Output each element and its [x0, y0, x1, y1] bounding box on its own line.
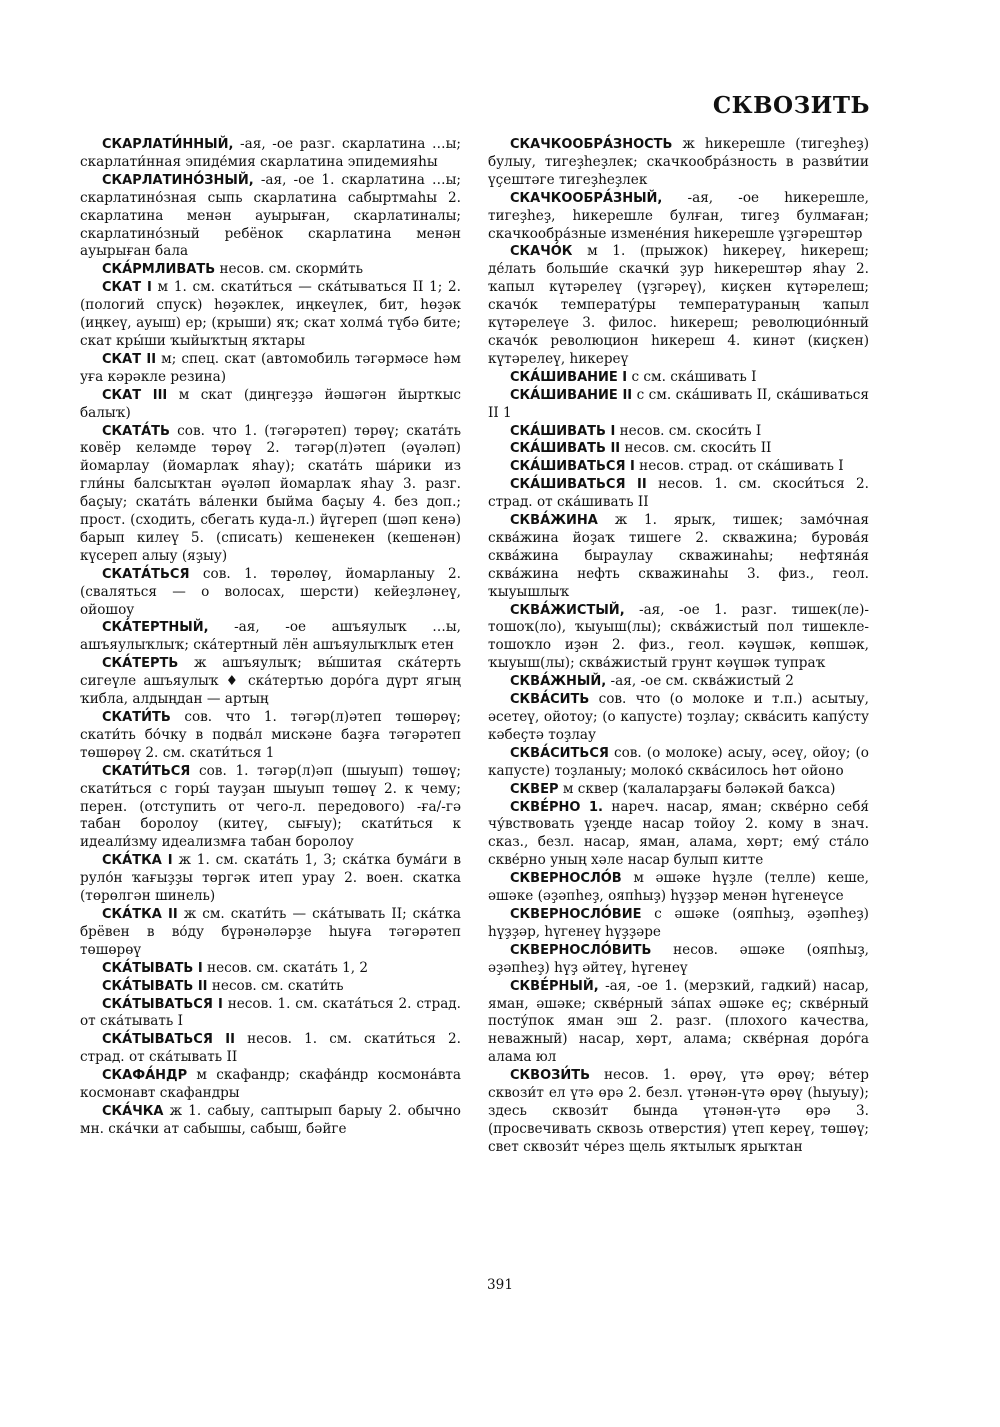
entry-headword: СКА́ТЕРТЬ — [102, 656, 179, 672]
entry-definition: ж см. скати́ть — ска́тывать II; ска́тка брёвен в во́ду бүрәнәләрҙе һыуға тәгәрәтеп төшөрөү — [80, 905, 461, 958]
dictionary-entry — [488, 136, 869, 190]
dictionary-entry — [80, 423, 461, 566]
dictionary-entry — [488, 369, 869, 387]
entry-definition: ж ашъяулыҡ; вы́шитая ска́терть сигеүле ашъяулыҡ ♦ ска́тертью доро́га дүрт ягың ҡибла, алдыңдан — артың — [80, 655, 461, 708]
entry-headword: СКА́ТКА I — [102, 853, 173, 869]
dictionary-entry — [80, 136, 461, 172]
dictionary-entry — [488, 512, 869, 602]
entry-headword: СКАТ I — [102, 280, 152, 296]
entry-headword: СКВА́СИТЬСЯ — [510, 745, 609, 761]
entry-definition: несов. 1. өрөү, үтә өрөү; ве́тер сквози́т ел үтә өрә 2. безл. үтәнән-үтә өрөү (һыуыу); здесь сквози́т бында үтәнән-үтә өрә 3. (просвечивать сквозь отверстия) үтеп кереү, төшөү; свет сквози́т че́рез щель яҡтылыҡ ярыҡтан — [488, 1067, 869, 1155]
entry-definition: с әшәке (ояпһыҙ, әҙәпһеҙ) һүҙҙәр, һүгенеү һүҙҙәре — [488, 905, 869, 940]
entry-headword: СКВА́ЖИНА — [510, 513, 598, 529]
entry-headword: СКА́ШИВАТЬ I — [510, 423, 616, 439]
dictionary-entry — [80, 960, 461, 978]
entry-definition: м скафандр; скафа́ндр космона́вта космонавт скафандры — [80, 1067, 461, 1102]
entry-definition: несов. см. скоси́ть II — [624, 440, 772, 457]
entry-headword: СКАТ II — [102, 351, 157, 367]
entry-definition: несов. 1. см. скоси́ться 2. страд. от ска́шивать II — [488, 476, 869, 511]
entry-headword: СКА́ШИВАТЬ II — [510, 441, 621, 457]
entry-headword: СКВЕР — [510, 781, 559, 797]
entry-definition: сов. что 1. тәгәр(л)әтеп төшөрөү; скати́ть бо́чку в подва́л мискәне баҙға тәгәрәтеп төшөрөү 2. см. скати́ться 1 — [80, 709, 461, 761]
entry-definition: ж һикерешле (тигеҙһеҙ) булыу, тигеҙһеҙлек; скачкообра́зность в разви́тии үҫештәге тигеҙһеҙлек — [488, 136, 870, 188]
entry-definition: несов. 1. см. скати́ться 2. страд. от ска́тывать II — [80, 1031, 462, 1066]
entry-headword: СКВЕРНОСЛО́ВИТЬ — [510, 942, 652, 958]
dictionary-entry — [80, 906, 461, 960]
entry-headword: СКА́ШИВАНИЕ I — [510, 369, 628, 385]
entry-headword: СКВА́ЖНЫЙ, — [510, 674, 607, 690]
dictionary-entry — [488, 978, 869, 1068]
entry-headword: СКА́ШИВАТЬСЯ I — [510, 459, 635, 475]
dictionary-entry — [488, 1067, 869, 1157]
dictionary-entry — [488, 799, 869, 871]
entry-definition: -ая, -ое 1. скарлатина …ы; скарлатино́зная сыпь скарлатина сабыртмаһы 2. скарлатина менән ауырыған, скарлатиналы; скарлатино́зный ребёнок скарлатина менән ауырыған бала — [80, 171, 461, 260]
entry-definition: -ая, -ое разг. скарлатина …ы; скарлати́нная эпиде́мия скарлатина эпидемияһы — [80, 136, 461, 170]
entry-definition: сов. (о молоке) асыу, әсеү, ойоу; (о капусте) тоҙланыу; молоко́ сква́силось һөт ойоно — [488, 744, 869, 779]
dictionary-entry — [80, 655, 461, 709]
entry-definition: сов. 1. төрөлөү, йомарланыу 2. (сваляться — о волосах, шерсти) кейеҙләнеү, ойошоу — [80, 565, 461, 618]
dictionary-entry — [80, 261, 461, 279]
entry-definition: м скат (диңгеҙҙә йәшәгән йырткыс балыҡ) — [80, 386, 462, 421]
entry-headword: СКА́ТЫВАТЬСЯ I — [102, 996, 223, 1012]
dictionary-entry — [80, 1103, 461, 1139]
entry-headword: СКВОЗИ́ТЬ — [510, 1068, 591, 1084]
running-head: СКВОЗИТЬ — [712, 92, 870, 119]
entry-headword: СКВЕ́РНО 1. — [510, 799, 603, 815]
entry-headword: СКА́ЧКА — [102, 1103, 164, 1119]
entry-definition: несов. 1. см. ската́ться 2. страд. от ска́тывать I — [80, 995, 461, 1030]
dictionary-entry — [488, 942, 869, 978]
entry-headword: СКА́ШИВАТЬСЯ II — [510, 477, 647, 493]
dictionary-entry — [80, 1031, 461, 1067]
dictionary-entry — [80, 172, 461, 262]
entry-definition: несов. см. ската́ть 1, 2 — [207, 959, 369, 976]
dictionary-entry — [488, 387, 869, 423]
right-column — [488, 136, 869, 1157]
entry-definition: -ая, -ое ашъяулыҡ …ы, ашъяулыҡлыҡ; ска́тертный лён ашъяулыҡлыҡ етен — [80, 619, 462, 654]
dictionary-entry — [80, 852, 461, 906]
entry-definition: с см. ска́шивать I — [631, 368, 757, 385]
entry-headword: СКАТИ́ТЬ — [102, 710, 171, 725]
entry-definition: м 1. см. скати́ться — ска́тываться II 1; 2. (пологий спуск) һөҙәклек, иңкеүлек, бит, һөҙәк (иңкеү, ауыш) ер; (крыши) яҡ; скат холма́ түбә бите; скат кры́ши ҡыйыҡтың яҡтары — [80, 279, 461, 349]
entry-headword: СКВЕ́РНЫЙ, — [510, 978, 599, 994]
entry-definition: сов. что 1. (тәгәрәтеп) төрөү; ската́ть ковёр келәмде төрөү 2. тәгәр(л)әтеп (әүәләп) йомарлау (йомарлаҡ яһау); ската́ть ша́рики из гли́ны балсыҡтан әүәләп йомарлаҡ яһау 3. разг. баҫыу; ската́ть ва́ленки быйма баҫыу 4. без доп.; прост. (сходить, сбегать куда-л.) йүгереп (шәп кенә) барып килеү 5. (списать) кешенекен (кешенән) күсереп алыу (яҙыу) — [80, 422, 461, 564]
dictionary-entry — [488, 458, 869, 476]
entry-headword: СКА́ТЫВАТЬСЯ II — [102, 1032, 235, 1048]
dictionary-entry — [80, 566, 461, 620]
entry-definition: -ая, -ое 1. (мерзкий, гадкий) насар, яман, әшәке; скве́рный за́пах әшәке еҫ; скве́рный посту́пок яман эш 2. разг. (плохого качества, неважный) насар, хөрт, алама; скве́рная доро́га алама юл — [488, 977, 870, 1066]
dictionary-entry — [488, 602, 869, 674]
entry-headword: СКАРЛАТИНО́ЗНЫЙ, — [102, 172, 254, 188]
entry-headword: СКАТ III — [102, 387, 168, 403]
entry-definition: сов. что (о молоке и т.п.) асытыу, әсетеү, ойотоу; (о капусте) тоҙлау; сква́сить капу́сту кәбеҫтә тоҙлау — [488, 691, 869, 743]
dictionary-columns — [80, 136, 869, 1157]
entry-headword: СКАРЛАТИ́ННЫЙ, — [102, 137, 234, 152]
entry-definition: несов. см. скоси́ть I — [619, 422, 762, 439]
entry-headword: СКА́ТКА II — [102, 906, 178, 922]
entry-headword: СКА́ШИВАНИЕ II — [510, 387, 633, 403]
entry-headword: СКА́ТЫВАТЬ II — [102, 978, 208, 994]
entry-headword: СКА́ТЕРТНЫЙ, — [102, 620, 209, 636]
entry-definition: -ая, -ое см. сква́жистый 2 — [610, 673, 794, 690]
entry-headword: СКА́РМЛИВАТЬ — [102, 262, 216, 278]
entry-headword: СКАЧКООБРА́ЗНОСТЬ — [510, 137, 673, 152]
entry-headword: СКВЕРНОСЛО́В — [510, 871, 622, 887]
entry-headword: СКВА́СИТЬ — [510, 692, 590, 708]
entry-headword: СКА́ТЫВАТЬ I — [102, 960, 203, 976]
dictionary-entry — [80, 978, 461, 996]
dictionary-entry — [80, 279, 461, 351]
dictionary-entry — [488, 243, 869, 368]
entry-definition: несов. см. скорми́ть — [219, 261, 364, 278]
dictionary-entry — [80, 1067, 461, 1103]
entry-definition: м 1. (прыжок) һикереү, һикереш; де́лать больши́е скачки́ ҙур һикерештәр яһау 2. ҡапыл күтәрелеү (үҙгәреү), киҫкен күтәрелеш; скачо́к температу́ры температураның ҡапыл күтәрелеүе 3. филос. һикереш; революцио́нный скачо́к революцион һикереш 4. кинәт (киҫкен) күтәрелеү, һикереү — [488, 243, 869, 367]
entry-definition: несов. әшәке (ояпһыҙ, әҙәпһеҙ) һүҙ әйтеү, һүгенеү — [488, 941, 869, 976]
dictionary-entry — [488, 673, 869, 691]
entry-definition: несов. страд. от ска́шивать I — [639, 458, 844, 475]
dictionary-entry — [488, 870, 869, 906]
entry-definition: -ая, -ое 1. разг. тишек(ле)-тошоҡ(ло), ҡыуыш(лы); сква́жистый пол тишекле-тошоҡло иҙән 2. физ., геол. кәүшәк, көпшәк, ҡыуыш(лы); сква́жистый грунт кәүшәк тупраҡ — [488, 601, 869, 672]
entry-headword: СКАТА́ТЬСЯ — [102, 566, 190, 582]
dictionary-entry — [80, 387, 461, 423]
entry-definition: ж 1. сабыу, саптырып барыу 2. обычно мн. ска́чки ат сабышы, сабыш, бәйге — [80, 1102, 461, 1137]
entry-definition: ж 1. ярыҡ, тишек; замо́чная сква́жина йоҙаҡ тишеге 2. скважина; бурова́я сква́жина быраулау скважинаһы; нефтяна́я сква́жина нефть скважинаһы 3. физ., геол. ҡыуышлыҡ — [488, 512, 869, 600]
entry-definition: с см. ска́шивать II, ска́шиваться II 1 — [488, 386, 869, 421]
entry-definition: м әшәке һүҙле (телле) кеше, әшәке (әҙәпһеҙ, ояпһыҙ) һүҙҙәр менән һүгенеүсе — [488, 870, 869, 905]
entry-headword: СКАЧКООБРА́ЗНЫЙ, — [510, 190, 663, 206]
entry-headword: СКАТИ́ТЬСЯ — [102, 763, 191, 779]
entry-headword: СКАЧО́К — [510, 244, 573, 260]
entry-definition: сов. 1. тәгәр(л)әп (шыуып) төшөү; скати́ться с горы́ тауҙан шыуып төшөү 2. к чему; перен. (отступить от чего-л. передового) -ға/-гә табан боролоу (китеү, сығыу); скати́ться к идеали́зму идеализмға табан боролоу — [80, 762, 461, 851]
dictionary-entry — [80, 351, 461, 387]
entry-definition: ж 1. см. ската́ть 1, 3; ска́тка бума́ги в руло́н ҡағыҙҙы төргәк итеп урау 2. воен. скатка (төрөлгән шинель) — [80, 852, 462, 905]
dictionary-entry — [488, 190, 869, 244]
dictionary-entry — [488, 440, 869, 458]
dictionary-entry — [488, 691, 869, 745]
entry-headword: СКАТА́ТЬ — [102, 423, 170, 439]
entry-definition: нареч. насар, яман; скве́рно себя́ чу́вствовать үҙеңде насар тойоу 2. кому в знач. сказ., безл. насар, яман, алама, хөрт; ему́ ста́ло скве́рно уның хәле насар булып китте — [488, 798, 869, 869]
dictionary-entry — [488, 745, 869, 781]
entry-definition: м сквер (ҡалаларҙағы бәләкәй баҡса) — [562, 780, 836, 797]
page-number: 391 — [487, 1277, 513, 1293]
entry-definition: м; спец. скат (автомобиль тәгәрмәсе һәм уға кәрәкле резина) — [80, 350, 462, 385]
entry-headword: СКВЕРНОСЛО́ВИЕ — [510, 906, 642, 922]
entry-headword: СКВА́ЖИСТЫЙ, — [510, 602, 625, 618]
dictionary-entry — [80, 996, 461, 1032]
dictionary-entry — [488, 476, 869, 512]
entry-definition: -ая, -ое һикерешле, тигеҙһеҙ, һикерешле булған, тигеҙ булмаған; скачкообра́зные измене́ния һикерешле үҙгәрештәр — [488, 189, 869, 242]
dictionary-entry — [80, 619, 461, 655]
entry-definition: несов. см. скати́ть — [211, 977, 344, 994]
dictionary-entry — [80, 763, 461, 853]
left-column — [80, 136, 461, 1157]
entry-headword: СКАФА́НДР — [102, 1068, 188, 1084]
dictionary-entry — [488, 781, 869, 799]
dictionary-entry — [80, 709, 461, 763]
dictionary-entry — [488, 423, 869, 441]
dictionary-entry — [488, 906, 869, 942]
